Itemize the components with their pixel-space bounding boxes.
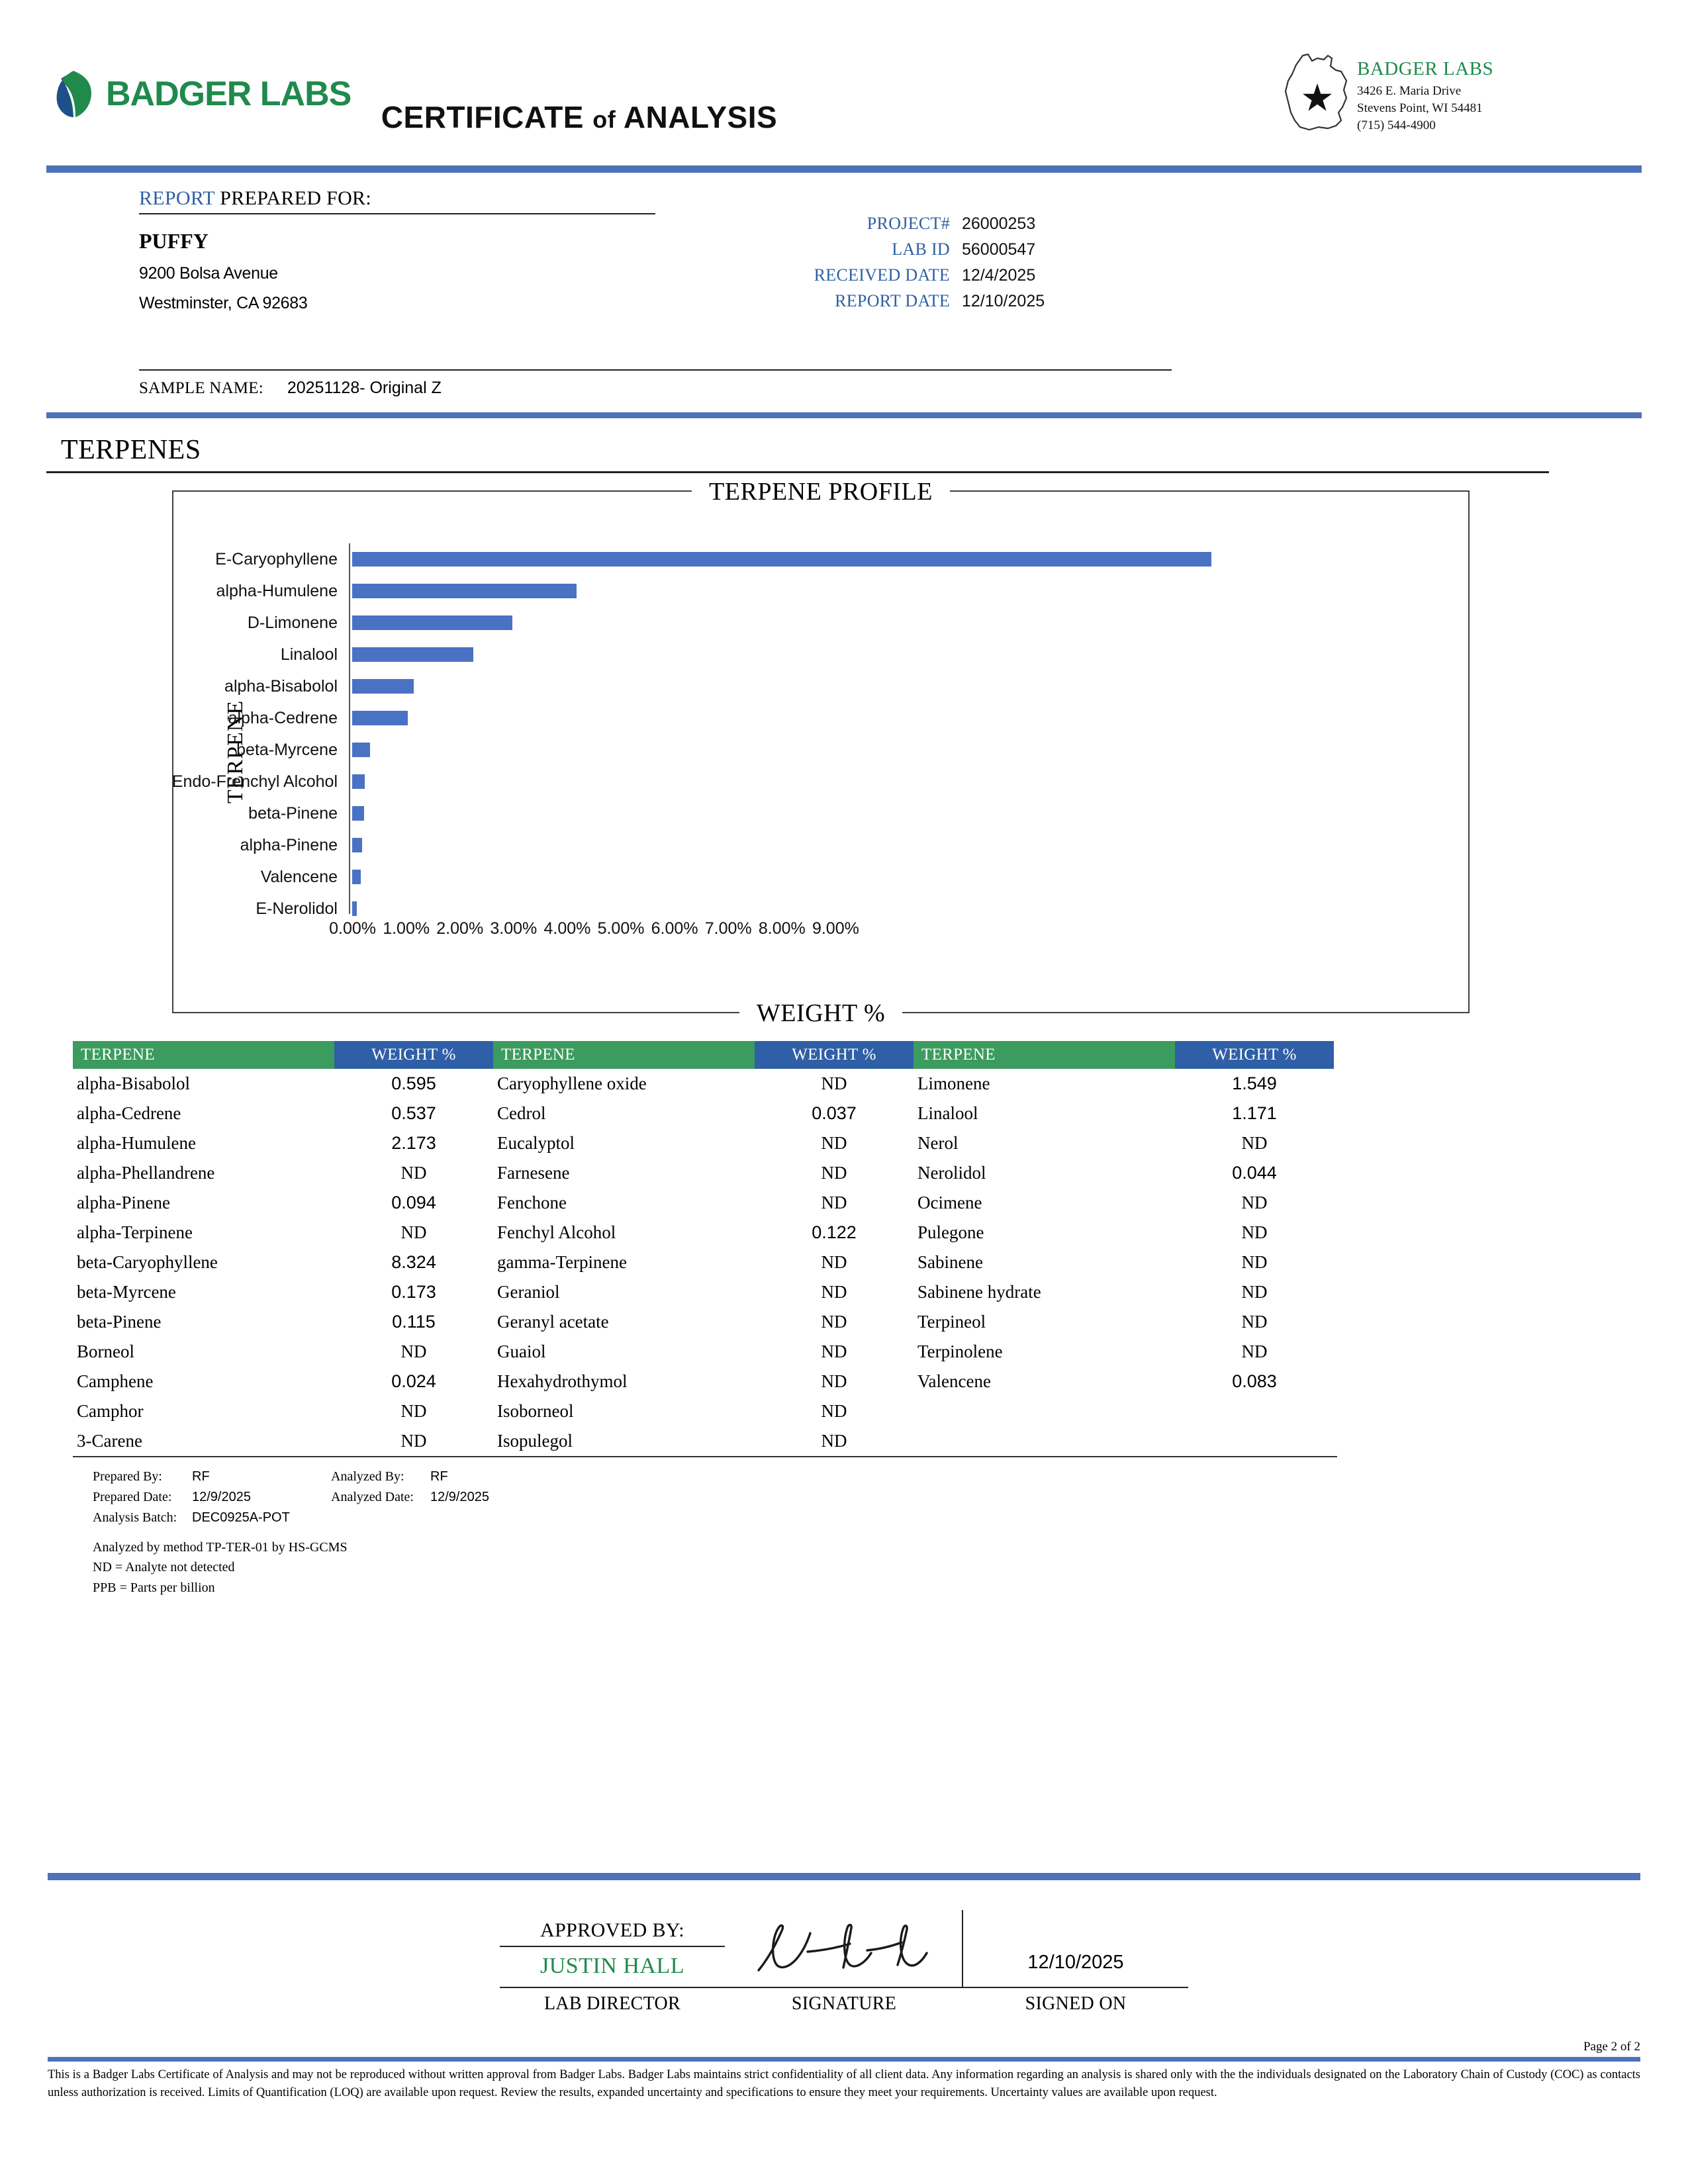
analyte-value: ND [400, 1401, 427, 1421]
analyte-name: Valencene [917, 1371, 991, 1391]
lab-address-block [1357, 58, 1642, 135]
analyte-value: ND [1241, 1133, 1268, 1153]
analyte-name: Borneol [77, 1342, 134, 1361]
signature-column [725, 1910, 963, 2015]
analyte-name: Guaiol [497, 1342, 546, 1361]
analyte-name: Fenchyl Alcohol [497, 1222, 616, 1242]
table-row [914, 1218, 1334, 1248]
table-row [493, 1069, 914, 1099]
table-header-weight-1: WEIGHT % [334, 1041, 493, 1069]
chart-title: TERPENE PROFILE [692, 478, 950, 506]
analyte-name: beta-Myrcene [77, 1282, 176, 1302]
chart-bar-row [171, 766, 1312, 797]
table-row [493, 1248, 914, 1277]
title-main: CERTIFICATE [381, 100, 584, 134]
chart-x-tick: 7.00% [704, 919, 752, 938]
approval-block [0, 1873, 1688, 2015]
table-row [493, 1277, 914, 1307]
prepared-date-label: Prepared Date: [93, 1490, 172, 1504]
table-header-terpene-2: TERPENE [493, 1041, 755, 1069]
analyte-value: ND [821, 1073, 847, 1093]
chart-category-label: Linalool [280, 645, 338, 664]
field-lab-id [735, 240, 1211, 259]
prepared-by-value: RF [192, 1469, 210, 1484]
table-column-3 [914, 1069, 1334, 1456]
lab-address-line-2: Stevens Point, WI 54481 [1357, 101, 1483, 116]
prepared-date-value: 12/9/2025 [192, 1490, 251, 1504]
table-row [914, 1128, 1334, 1158]
approved-by-column [500, 1919, 725, 2015]
nd-note: ND = Analyte not detected [93, 1560, 235, 1574]
section-divider [46, 412, 1642, 418]
client-name: PUFFY [139, 229, 209, 253]
analyzed-by-label: Analyzed By: [331, 1469, 404, 1484]
table-row [914, 1188, 1334, 1218]
chart-x-axis-label: WEIGHT % [739, 999, 902, 1027]
analyte-value: 0.094 [391, 1193, 436, 1212]
analyte-value: 0.044 [1232, 1163, 1277, 1183]
chart-category-label: alpha-Pinene [240, 835, 338, 854]
analyte-name: Farnesene [497, 1163, 570, 1183]
chart-bar-row [280, 639, 1312, 670]
chart-x-tick: 9.00% [812, 919, 859, 938]
chart-bar [352, 552, 1211, 567]
report-heading [139, 187, 655, 214]
client-address-line-2: Westminster, CA 92683 [139, 294, 308, 312]
chart-bar-row [228, 702, 1312, 734]
analysis-batch-value: DEC0925A-POT [192, 1510, 290, 1525]
chart-x-tick: 4.00% [543, 919, 591, 938]
chart-x-tick: 5.00% [597, 919, 645, 938]
approved-by-label: APPROVED BY: [500, 1919, 725, 1947]
table-row [493, 1337, 914, 1367]
analyte-value: ND [1241, 1312, 1268, 1332]
table-row [73, 1248, 493, 1277]
table-row [493, 1218, 914, 1248]
method-note: Analyzed by method TP-TER-01 by HS-GCMS [93, 1540, 348, 1555]
table-header-weight-3: WEIGHT % [1175, 1041, 1334, 1069]
analyte-value: 8.324 [391, 1252, 436, 1272]
field-project [735, 214, 1211, 234]
chart-bar [352, 647, 473, 662]
analyte-value: ND [821, 1371, 847, 1391]
analyte-value: ND [821, 1193, 847, 1212]
analyte-value: 0.024 [391, 1371, 436, 1391]
table-row [73, 1277, 493, 1307]
analyte-value: 1.549 [1232, 1073, 1277, 1093]
analyte-value: ND [1241, 1222, 1268, 1242]
lab-name: BADGER LABS [1357, 58, 1494, 79]
chart-category-label: beta-Pinene [248, 803, 338, 823]
analyte-value: ND [821, 1342, 847, 1361]
analyte-name: gamma-Terpinene [497, 1252, 628, 1272]
chart-title-wrap [173, 477, 1468, 506]
analyte-name: Pulegone [917, 1222, 984, 1242]
table-row [914, 1069, 1334, 1099]
chart-x-tick: 8.00% [758, 919, 806, 938]
table-row [914, 1367, 1334, 1396]
analyte-name: alpha-Humulene [77, 1133, 196, 1153]
analyte-name: Sabinene [917, 1252, 983, 1272]
analyte-value: 0.537 [391, 1103, 436, 1123]
table-row [73, 1158, 493, 1188]
analyte-name: Eucalyptol [497, 1133, 575, 1153]
footer-disclaimer: This is a Badger Labs Certificate of Analysis and may not be reproduced without written approval from Badger Labs. Badger Labs maintains strict confidentiality of all client data. Any information regarding an analysis is shared only with the the individuals designated on the Laboratory Chain of Custody (COC) as contacts unless authorization is received. Limits of Quantification (LOQ) are available upon request. Review the results, expanded uncertainty and specifications to ensure they meet your requirements. Uncertainty values are available upon request. [48, 2068, 1640, 2099]
table-row [73, 1337, 493, 1367]
document-header [0, 0, 1688, 165]
prepared-analyzed-date-row [93, 1487, 1595, 1508]
analyte-value: ND [821, 1431, 847, 1451]
analyte-name: Ocimene [917, 1193, 982, 1212]
analyte-value: ND [821, 1133, 847, 1153]
analyte-value: ND [400, 1431, 427, 1451]
analyte-name: Geranyl acetate [497, 1312, 609, 1332]
title-end: ANALYSIS [623, 100, 778, 134]
analyzed-by-value: RF [430, 1469, 448, 1484]
analyte-value: ND [821, 1401, 847, 1421]
table-header-terpene-1: TERPENE [73, 1041, 334, 1069]
analyzed-date-label: Analyzed Date: [331, 1490, 414, 1504]
chart-bar [352, 679, 414, 694]
chart-x-tick: 1.00% [383, 919, 430, 938]
field-report-date-value: 12/10/2025 [962, 292, 1045, 310]
table-row [493, 1367, 914, 1396]
sample-name-value: 20251128- Original Z [287, 379, 442, 397]
signed-on-label: SIGNED ON [1025, 1993, 1127, 2014]
table-header-row [73, 1041, 1337, 1069]
analyte-value: 0.122 [812, 1222, 857, 1242]
table-row [493, 1158, 914, 1188]
table-body [73, 1069, 1337, 1457]
chart-bar [352, 615, 512, 630]
table-row [73, 1099, 493, 1128]
chart-category-label: Endo-Frenchyl Alcohol [171, 772, 338, 791]
analysis-metadata [93, 1467, 1595, 1598]
table-column-1 [73, 1069, 493, 1456]
analyte-name: Sabinene hydrate [917, 1282, 1041, 1302]
signed-on-column [963, 1910, 1188, 2015]
analyte-value: ND [1241, 1193, 1268, 1212]
chart-bar [352, 870, 361, 884]
sample-name-row [139, 369, 1172, 398]
table-header-weight-2: WEIGHT % [755, 1041, 914, 1069]
chart-category-label: alpha-Cedrene [228, 708, 338, 727]
chart-bar-row [248, 797, 1312, 829]
analyte-name: Linalool [917, 1103, 978, 1123]
table-row [73, 1307, 493, 1337]
analyzed-date-value: 12/9/2025 [430, 1490, 489, 1504]
table-row [73, 1218, 493, 1248]
table-row [914, 1337, 1334, 1367]
analyte-name: 3-Carene [77, 1431, 142, 1451]
chart-bar-row [260, 861, 1312, 893]
report-heading-blue: REPORT [139, 187, 215, 209]
analyte-value: ND [1241, 1342, 1268, 1361]
wisconsin-map-icon [1278, 52, 1357, 138]
analyte-name: alpha-Pinene [77, 1193, 170, 1212]
field-project-label: PROJECT# [867, 214, 950, 233]
lab-address-line-1: 3426 E. Maria Drive [1357, 84, 1462, 98]
table-row [914, 1307, 1334, 1337]
chart-x-axis-label-wrap [173, 999, 1468, 1028]
table-row [914, 1277, 1334, 1307]
field-project-value: 26000253 [962, 214, 1036, 233]
table-row [493, 1099, 914, 1128]
analyte-name: alpha-Phellandrene [77, 1163, 215, 1183]
chart-y-axis-line [349, 543, 350, 914]
analyte-value: ND [400, 1222, 427, 1242]
chart-bar-row [247, 607, 1312, 639]
table-row [914, 1158, 1334, 1188]
analyte-value: ND [821, 1282, 847, 1302]
page-number: Page 2 of 2 [1583, 2040, 1640, 2054]
analyte-name: Isopulegol [497, 1431, 573, 1451]
analyte-value: 0.037 [812, 1103, 857, 1123]
analyte-value: ND [821, 1312, 847, 1332]
approval-row [0, 1910, 1688, 2015]
chart-x-tick: 3.00% [490, 919, 538, 938]
prepared-analyzed-by-row [93, 1467, 1595, 1487]
chart-bar-row [215, 543, 1312, 575]
chart-bar [352, 743, 370, 757]
chart-category-label: alpha-Bisabolol [224, 676, 338, 696]
analyte-name: Nerolidol [917, 1163, 986, 1183]
analyte-value: 0.173 [391, 1282, 436, 1302]
signature-label: SIGNATURE [791, 1993, 897, 2014]
chart-category-label: beta-Myrcene [236, 740, 338, 759]
terpene-results-table [73, 1041, 1337, 1457]
analyte-name: beta-Caryophyllene [77, 1252, 218, 1272]
field-report-date-label: REPORT DATE [835, 291, 950, 310]
analyte-value: 0.115 [392, 1312, 436, 1332]
analyte-name: Terpinolene [917, 1342, 1003, 1361]
chart-bar-row [240, 829, 1312, 861]
analyte-value: 1.171 [1232, 1103, 1277, 1123]
header-divider [46, 165, 1642, 173]
chart-category-label: E-Nerolidol [256, 899, 338, 918]
analyte-value: ND [821, 1163, 847, 1183]
analyte-name: alpha-Cedrene [77, 1103, 181, 1123]
title-of: of [592, 106, 616, 133]
analyte-value: ND [1241, 1282, 1268, 1302]
field-received-date [735, 265, 1211, 285]
approval-divider [48, 1873, 1640, 1880]
table-row [73, 1128, 493, 1158]
ppb-note: PPB = Parts per billion [93, 1580, 215, 1595]
analyte-name: Camphene [77, 1371, 154, 1391]
section-title-terpenes: TERPENES [46, 430, 1549, 473]
approver-role: LAB DIRECTOR [543, 1993, 681, 2014]
analyte-name: Camphor [77, 1401, 144, 1421]
table-row [493, 1128, 914, 1158]
terpene-profile-chart [171, 478, 1470, 1027]
chart-category-label: E-Caryophyllene [215, 549, 338, 569]
analyte-name: alpha-Terpinene [77, 1222, 193, 1242]
approver-name: JUSTIN HALL [500, 1947, 725, 1988]
analyte-name: Terpineol [917, 1312, 986, 1332]
report-prepared-for [139, 187, 735, 313]
signed-on-date-cell [963, 1910, 1188, 1988]
analyte-name: Fenchone [497, 1193, 567, 1212]
analyte-name: Caryophyllene oxide [497, 1073, 647, 1093]
chart-bar-row [224, 670, 1312, 702]
analyte-value: 2.173 [391, 1133, 436, 1153]
chart-category-label: D-Limonene [247, 613, 338, 632]
chart-category-label: alpha-Humulene [216, 581, 338, 600]
field-report-date [735, 291, 1211, 311]
analyte-value: ND [400, 1342, 427, 1361]
prepared-by-label: Prepared By: [93, 1469, 162, 1484]
chart-bar [352, 838, 362, 852]
table-row [493, 1307, 914, 1337]
chart-bar-row [216, 575, 1312, 607]
chart-bar [352, 774, 365, 789]
table-row [73, 1396, 493, 1426]
analyte-name: Isoborneol [497, 1401, 574, 1421]
signed-on-date: 12/10/2025 [1027, 1952, 1124, 1973]
analyte-value: ND [821, 1252, 847, 1272]
field-received-date-value: 12/4/2025 [962, 266, 1036, 285]
report-heading-rest: PREPARED FOR: [220, 187, 372, 209]
table-row [73, 1367, 493, 1396]
analyte-name: Limonene [917, 1073, 990, 1093]
chart-y-axis-label: TERPENE [223, 700, 248, 804]
lab-phone: (715) 544-4900 [1357, 118, 1436, 133]
field-lab-id-label: LAB ID [892, 240, 950, 259]
table-row [914, 1099, 1334, 1128]
analyte-value: ND [400, 1163, 427, 1183]
chart-x-tick: 6.00% [651, 919, 698, 938]
field-lab-id-value: 56000547 [962, 240, 1036, 259]
chart-bar-row [236, 734, 1312, 766]
report-info-block [46, 187, 1642, 412]
analyte-name: Nerol [917, 1133, 959, 1153]
table-row [73, 1188, 493, 1218]
brand-name: BADGER LABS [106, 75, 352, 113]
sample-name-label: SAMPLE NAME: [139, 379, 263, 397]
table-row [493, 1396, 914, 1426]
table-row [73, 1069, 493, 1099]
table-row [493, 1426, 914, 1456]
analyte-value: ND [1241, 1252, 1268, 1272]
analyte-name: Cedrol [497, 1103, 546, 1123]
table-row [493, 1188, 914, 1218]
report-fields [735, 214, 1211, 317]
analysis-batch-row [93, 1508, 1595, 1528]
analyte-name: alpha-Bisabolol [77, 1073, 190, 1093]
chart-bar [352, 584, 577, 598]
analyte-name: beta-Pinene [77, 1312, 162, 1332]
footer-divider [48, 2057, 1640, 2062]
signature-image [725, 1910, 963, 1988]
chart-bar [352, 806, 364, 821]
chart-bar [352, 711, 408, 725]
analyte-value: 0.083 [1232, 1371, 1277, 1391]
chart-x-tick: 2.00% [436, 919, 484, 938]
chart-bar [352, 901, 357, 916]
chart-category-label: Valencene [260, 867, 338, 886]
analyte-name: Geraniol [497, 1282, 560, 1302]
table-header-terpene-3: TERPENE [914, 1041, 1175, 1069]
table-row [73, 1426, 493, 1456]
analyte-name: Hexahydrothymol [497, 1371, 628, 1391]
client-address-line-1: 9200 Bolsa Avenue [139, 264, 278, 283]
analysis-batch-label: Analysis Batch: [93, 1510, 177, 1525]
chart-x-axis-ticks [329, 919, 1312, 938]
table-column-2 [493, 1069, 914, 1456]
analyte-value: 0.595 [391, 1073, 436, 1093]
page-title [0, 99, 1158, 135]
field-received-date-label: RECEIVED DATE [814, 265, 950, 285]
table-row [914, 1248, 1334, 1277]
chart-x-tick: 0.00% [329, 919, 376, 938]
